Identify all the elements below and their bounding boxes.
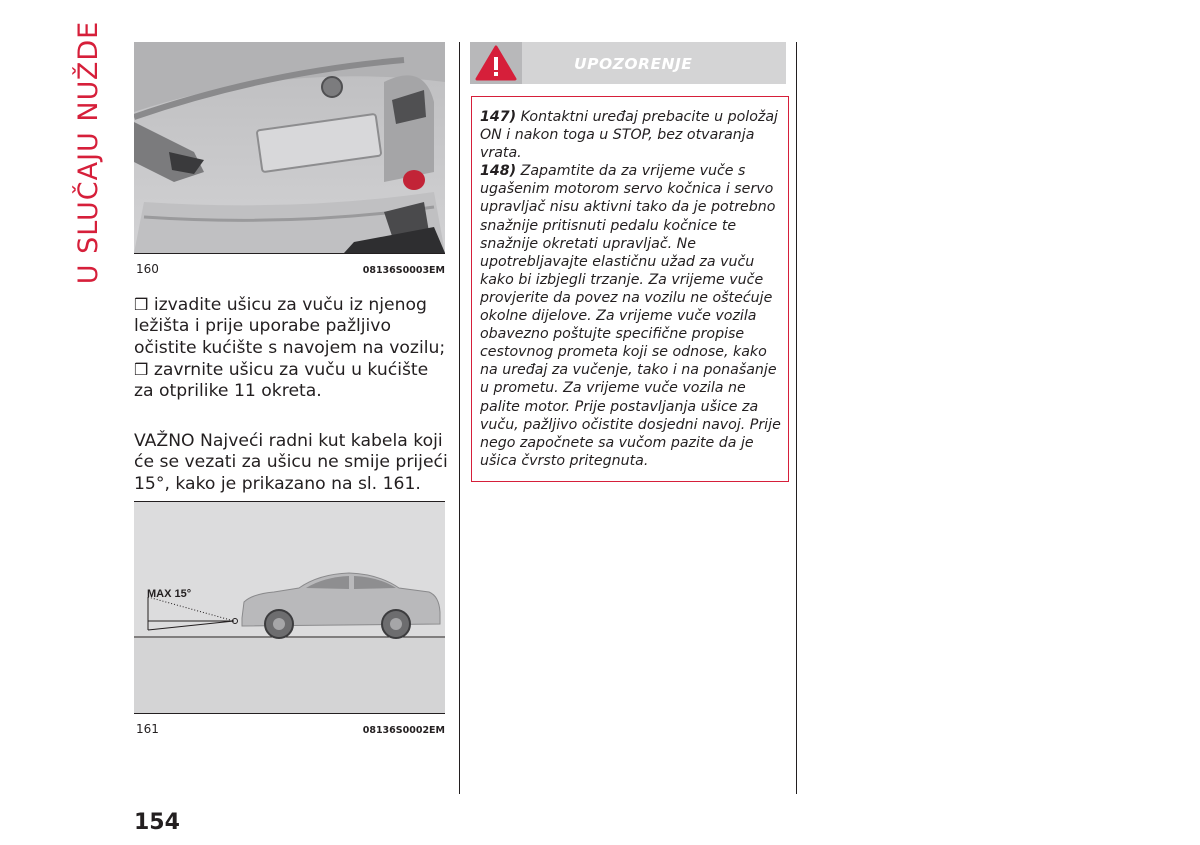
column-divider-right bbox=[796, 42, 797, 794]
list-item: ❒ izvadite ušicu za vuču iz njenog ležišta i prije uporabe pažljivo očistite kućište s navojem na vozilu; bbox=[134, 295, 446, 358]
warning-icon-bg bbox=[470, 42, 522, 84]
list-item: ❒ zavrnite ušicu za vuču u kućište za otprilike 11 okreta. bbox=[134, 359, 429, 402]
warning-item: 148) Zapamtite da za vrijeme vuče s ugašenim motorom servo kočnica i servo upravljač nisu aktivni tako da je potrebno snažnije pritisnuti pedalu kočnice te snažnije okretati upravljač. Ne upotrebljavajte elastičnu užad za vuču kako bi izbjegli trzanje. Za vrijeme vuče provjerite da povez na vozilu ne oštećuje okolne dijelove. Za vrijeme vuče vozila obavezno poštujte specifične propise cestovnog prometa koji se odnose, kako na uređaj za vučenje, tako i na ponašanje u prometu. Za vrijeme vuče vozila ne palite motor. Prije postavljanja ušice za vuču, pažljivo očistite dosjedni navoj. Prije nego započnete sa vučom pazite da je ušica čvrsto pritegnuta. bbox=[480, 163, 781, 469]
figure-161-rule bbox=[134, 713, 445, 714]
reference-number: 148) bbox=[480, 163, 517, 180]
figure-160-image bbox=[134, 42, 445, 253]
checkbox-bullet-icon: ❒ bbox=[134, 359, 149, 379]
figure-161-number: 161 bbox=[136, 722, 159, 736]
figure-160-rule bbox=[134, 253, 445, 254]
warning-title: UPOZORENJE bbox=[574, 55, 693, 73]
tow-angle-diagram bbox=[134, 502, 445, 713]
reference-number: 147) bbox=[480, 109, 517, 125]
page-number: 154 bbox=[134, 810, 180, 835]
warning-header bbox=[470, 42, 786, 84]
checkbox-bullet-icon: ❒ bbox=[134, 295, 149, 314]
warning-item: 147) Kontaktni uređaj prebacite u položaj ON i nakon toga u STOP, bez otvaranja vrata. bbox=[480, 109, 778, 162]
max-angle-label: MAX 15° bbox=[147, 588, 192, 600]
figure-161-image bbox=[134, 502, 445, 713]
figure-160-number: 160 bbox=[136, 262, 159, 276]
warning-box bbox=[471, 96, 789, 482]
instruction-steps bbox=[134, 294, 449, 402]
section-title: U SLUČAJU NUŽDE bbox=[73, 20, 105, 285]
figure-160-code: 08136S0003EM bbox=[362, 265, 445, 276]
important-note: VAŽNO Najveći radni kut kabela koji će se vezati za ušicu ne smije prijeći 15°, kako je prikazano na sl. 161. bbox=[134, 431, 448, 494]
car-rear-tow-hook-illustration bbox=[134, 42, 445, 253]
column-divider-left bbox=[459, 42, 460, 794]
figure-161-code: 08136S0002EM bbox=[362, 725, 445, 736]
warning-triangle-icon bbox=[470, 42, 522, 84]
